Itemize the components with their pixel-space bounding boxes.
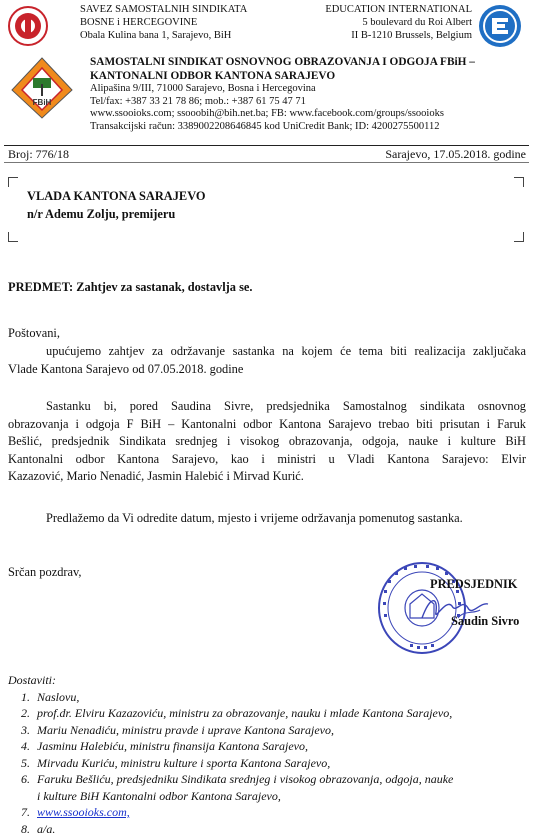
distribution-item-text: a/a. bbox=[37, 821, 528, 837]
paragraph-2 bbox=[8, 398, 526, 486]
paragraph-line: Vlade Kantona Sarajevo od 07.05.2018. godine bbox=[8, 361, 526, 379]
header-right-block bbox=[292, 3, 472, 42]
distribution-item bbox=[8, 722, 528, 739]
contact-line: Tel/fax: +387 33 21 78 86; mob.: +387 61 75 47 71 bbox=[90, 96, 475, 109]
distribution-item bbox=[8, 689, 528, 706]
closing: Srčan pozdrav, bbox=[8, 564, 82, 582]
distribution-heading: Dostaviti: bbox=[8, 672, 528, 689]
distribution-item-text: Mirvadu Kuriću, ministru kulture i sporta Kantona Sarajevo, bbox=[37, 755, 528, 772]
header-divider-bottom bbox=[4, 162, 529, 163]
distribution-item bbox=[8, 771, 528, 804]
paragraph-line: obrazovanja i odgoja F BiH – Kantonalni odbor Kantona Sarajevo trebao biti prisutan i Faruk bbox=[8, 416, 526, 434]
recipient-line: n/r Ademu Zolju, premijeru bbox=[27, 206, 206, 224]
distribution-item-number: 2. bbox=[21, 705, 30, 722]
distribution-item-number: 1. bbox=[21, 689, 30, 706]
paragraph-line: Bešlić, predsjednik Sindikata srednjeg i visokog obrazovanja, odgoja, nauke i kulture BiH bbox=[8, 433, 526, 451]
paragraph-line: upućujemo zahtjev za održavanje sastanka na kojem će tema biti realizacija zaključaka bbox=[8, 343, 526, 361]
contact-line: Transakcijski račun: 3389002208646845 kod UniCredit Bank; ID: 4200275500112 bbox=[90, 121, 475, 134]
distribution-item-text: Mariu Nenadiću, ministru pravde i uprave Kantona Sarajevo, bbox=[37, 722, 528, 739]
header-right-line: EDUCATION INTERNATIONAL bbox=[292, 3, 472, 16]
distribution-item-text: Naslovu, bbox=[37, 689, 528, 706]
header-left-line: SAVEZ SAMOSTALNIH SINDIKATA bbox=[80, 3, 247, 16]
paragraph-line: Sastanku bi, pored Saudina Sivre, predsjednika Samostalnog sindikata osnovnog bbox=[8, 398, 526, 416]
address-corner-br bbox=[514, 232, 524, 242]
distribution-item-text: Faruku Bešliću, predsjedniku Sindikata srednjeg i visokog obrazovanja, odgoja, nauke bbox=[37, 771, 528, 788]
paragraph-line: Kazazović, Mario Nenadić, Jasmin Halebić i Mirvad Kurić. bbox=[8, 468, 526, 486]
distribution-item bbox=[8, 804, 528, 821]
contact-line: www.ssooioks.com; ssooobih@bih.net.ba; FB: www.facebook.com/groups/ssooioks bbox=[90, 108, 475, 121]
recipient bbox=[27, 188, 206, 223]
recipient-line: VLADA KANTONA SARAJEVO bbox=[27, 188, 206, 206]
place-date: Sarajevo, 17.05.2018. godine bbox=[378, 147, 526, 162]
fbih-logo bbox=[10, 56, 74, 120]
org-block bbox=[90, 56, 475, 133]
ref-number: Broj: 776/18 bbox=[8, 147, 69, 162]
distribution-item bbox=[8, 755, 528, 772]
distribution-item-number: 3. bbox=[21, 722, 30, 739]
distribution-item-number: 5. bbox=[21, 755, 30, 772]
paragraph-3: Predlažemo da Vi odredite datum, mjesto i vrijeme održavanja pomenutog sastanka. bbox=[46, 510, 463, 528]
distribution-item-number: 4. bbox=[21, 738, 30, 755]
distribution-items bbox=[8, 689, 528, 837]
website-link[interactable]: www.ssooioks.com, bbox=[37, 804, 528, 821]
paragraph-1 bbox=[8, 343, 526, 378]
distribution-item bbox=[8, 821, 528, 837]
salutation: Poštovani, bbox=[8, 325, 60, 343]
distribution-item-number: 8. bbox=[21, 821, 30, 837]
paragraph-line: Kantonalni odbor Kantona Sarajevo, kao i ministri u Vladi Kantona Sarajevo: Elvir bbox=[8, 451, 526, 469]
distribution-item-text: prof.dr. Elviru Kazazoviću, ministru za obrazovanje, nauku i mlade Kantona Sarajevo, bbox=[37, 705, 528, 722]
org-name-line: KANTONALNI ODBOR KANTONA SARAJEVO bbox=[90, 70, 475, 84]
header-right-line: II B-1210 Brussels, Belgium bbox=[292, 29, 472, 42]
address-corner-tl bbox=[8, 177, 18, 187]
distribution-list bbox=[8, 672, 528, 837]
distribution-item bbox=[8, 705, 528, 722]
distribution-item-text: Jasminu Halebiću, ministru finansija Kantona Sarajevo, bbox=[37, 738, 528, 755]
distribution-item bbox=[8, 738, 528, 755]
header-right-line: 5 boulevard du Roi Albert bbox=[292, 16, 472, 29]
sss-logo bbox=[8, 6, 48, 46]
distribution-item-number: 7. bbox=[21, 804, 30, 821]
contact-line: Alipašina 9/III, 71000 Sarajevo, Bosna i Hercegovina bbox=[90, 83, 475, 96]
org-name-line: SAMOSTALNI SINDIKAT OSNOVNOG OBRAZOVANJA I ODGOJA FBiH – bbox=[90, 56, 475, 70]
header-left-line: Obala Kulina bana 1, Sarajevo, BiH bbox=[80, 29, 247, 42]
distribution-item-text: i kulture BiH Kantonalni odbor Kantona Sarajevo, bbox=[37, 788, 528, 805]
header-left-block bbox=[80, 3, 247, 42]
address-corner-tr bbox=[514, 177, 524, 187]
ei-logo bbox=[478, 4, 522, 48]
fbih-logo-text: FBiH bbox=[10, 98, 74, 107]
distribution-item-number: 6. bbox=[21, 771, 30, 788]
signatory-name: Saudin Sivro bbox=[451, 613, 519, 631]
signatory-title: PREDSJEDNIK bbox=[430, 576, 517, 594]
subject: PREDMET: Zahtjev za sastanak, dostavlja se. bbox=[8, 279, 252, 297]
header-divider bbox=[4, 145, 529, 146]
address-corner-bl bbox=[8, 232, 18, 242]
header-left-line: BOSNE i HERCEGOVINE bbox=[80, 16, 247, 29]
